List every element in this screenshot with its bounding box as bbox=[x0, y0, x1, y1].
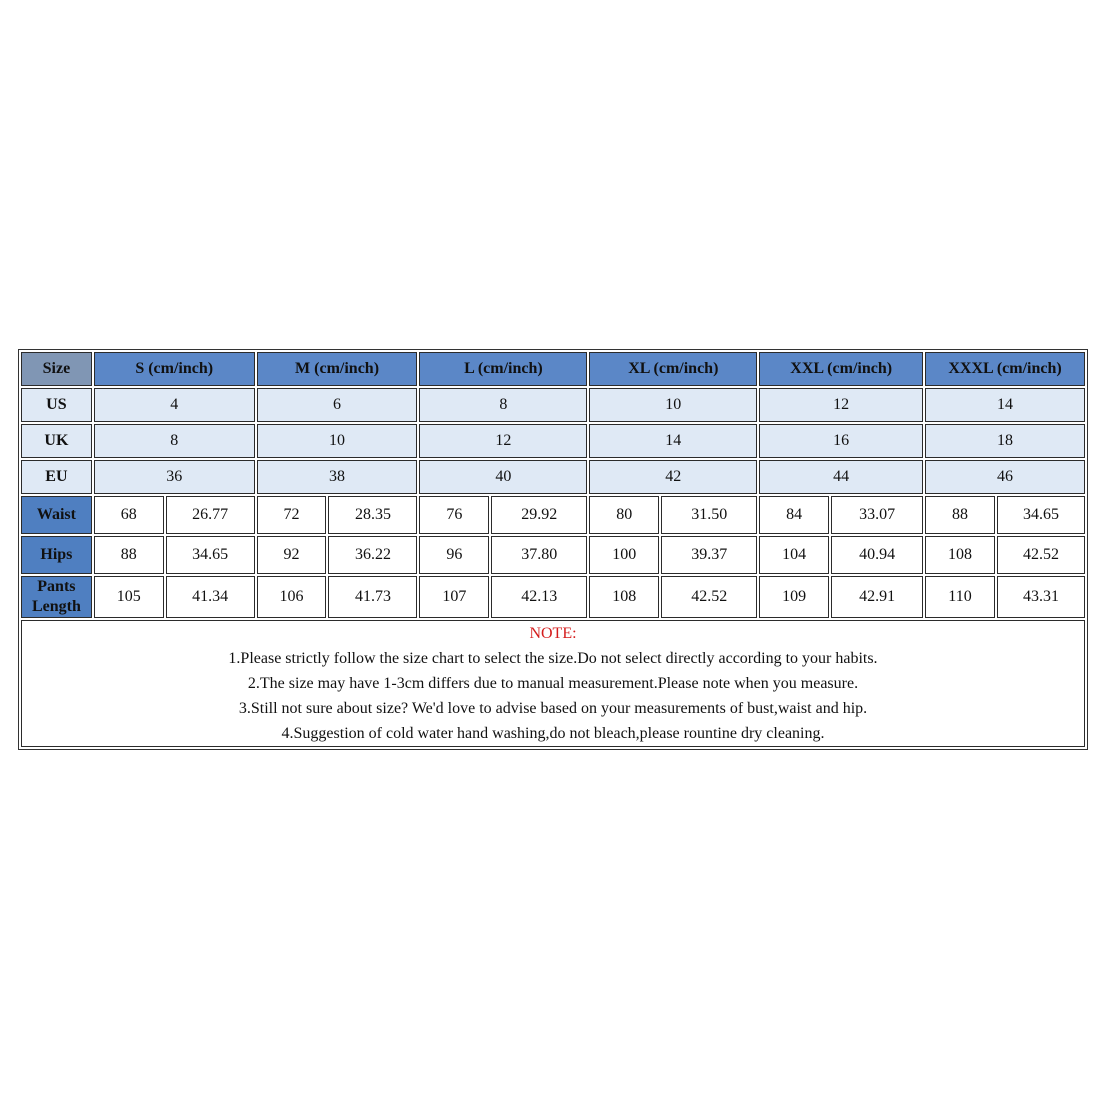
measurement-inch-xxl: 40.94 bbox=[831, 536, 923, 574]
measurement-inch-xl: 42.52 bbox=[661, 576, 757, 618]
size-header-m: M (cm/inch) bbox=[257, 352, 418, 386]
measurement-cm-xl: 108 bbox=[589, 576, 659, 618]
size-header-l: L (cm/inch) bbox=[419, 352, 587, 386]
measurement-inch-xxl: 42.91 bbox=[831, 576, 923, 618]
measurement-cm-xxl: 84 bbox=[759, 496, 829, 534]
table-row bbox=[21, 460, 1085, 494]
measurement-label: Hips bbox=[21, 536, 92, 574]
region-label: EU bbox=[21, 460, 92, 494]
measurement-cm-l: 76 bbox=[419, 496, 489, 534]
table-row bbox=[21, 388, 1085, 422]
region-value-s: 8 bbox=[94, 424, 255, 458]
measurement-inch-xxxl: 43.31 bbox=[997, 576, 1085, 618]
region-value-s: 4 bbox=[94, 388, 255, 422]
notes-row bbox=[21, 620, 1085, 747]
region-value-l: 12 bbox=[419, 424, 587, 458]
measurement-inch-xl: 39.37 bbox=[661, 536, 757, 574]
notes-cell bbox=[21, 620, 1085, 747]
note-line-2: 2.The size may have 1-3cm differs due to manual measurement.Please note when you measure. bbox=[247, 675, 859, 692]
note-line-1: 1.Please strictly follow the size chart to select the size.Do not select directly according to your habits. bbox=[228, 650, 878, 667]
size-header-s: S (cm/inch) bbox=[94, 352, 255, 386]
region-value-m: 10 bbox=[257, 424, 418, 458]
measurement-label: Pants Length bbox=[21, 576, 92, 618]
measurement-cm-xxxl: 110 bbox=[925, 576, 995, 618]
region-value-xxxl: 46 bbox=[925, 460, 1085, 494]
measurement-inch-xl: 31.50 bbox=[661, 496, 757, 534]
size-corner-label: Size bbox=[21, 352, 92, 386]
region-value-xxxl: 18 bbox=[925, 424, 1085, 458]
measurement-inch-xxl: 33.07 bbox=[831, 496, 923, 534]
measurement-inch-m: 41.73 bbox=[328, 576, 417, 618]
table-row bbox=[21, 536, 1085, 574]
measurement-inch-s: 41.34 bbox=[166, 576, 255, 618]
region-value-xl: 42 bbox=[589, 460, 757, 494]
region-value-s: 36 bbox=[94, 460, 255, 494]
measurement-cm-m: 92 bbox=[257, 536, 327, 574]
note-title: NOTE: bbox=[529, 625, 577, 642]
region-value-l: 8 bbox=[419, 388, 587, 422]
measurement-cm-xl: 80 bbox=[589, 496, 659, 534]
size-header-row bbox=[21, 352, 1085, 386]
measurement-label: Waist bbox=[21, 496, 92, 534]
measurement-cm-xl: 100 bbox=[589, 536, 659, 574]
table-row bbox=[21, 496, 1085, 534]
measurement-cm-m: 72 bbox=[257, 496, 327, 534]
note-line-4: 4.Suggestion of cold water hand washing,do not bleach,please rountine dry cleaning. bbox=[281, 725, 825, 742]
measurement-cm-xxxl: 88 bbox=[925, 496, 995, 534]
measurement-inch-m: 36.22 bbox=[328, 536, 417, 574]
table-row bbox=[21, 424, 1085, 458]
measurement-cm-xxl: 109 bbox=[759, 576, 829, 618]
size-header-xxl: XXL (cm/inch) bbox=[759, 352, 923, 386]
measurement-inch-l: 29.92 bbox=[491, 496, 587, 534]
region-value-xxl: 12 bbox=[759, 388, 923, 422]
region-label: US bbox=[21, 388, 92, 422]
region-value-m: 6 bbox=[257, 388, 418, 422]
measurement-cm-s: 105 bbox=[94, 576, 164, 618]
measurement-inch-l: 42.13 bbox=[491, 576, 587, 618]
measurement-inch-l: 37.80 bbox=[491, 536, 587, 574]
measurement-cm-xxl: 104 bbox=[759, 536, 829, 574]
size-chart-table bbox=[18, 349, 1088, 750]
region-value-xl: 14 bbox=[589, 424, 757, 458]
region-value-m: 38 bbox=[257, 460, 418, 494]
region-value-xxl: 44 bbox=[759, 460, 923, 494]
measurement-inch-xxxl: 34.65 bbox=[997, 496, 1085, 534]
size-header-xxxl: XXXL (cm/inch) bbox=[925, 352, 1085, 386]
region-value-l: 40 bbox=[419, 460, 587, 494]
region-value-xxl: 16 bbox=[759, 424, 923, 458]
region-value-xxxl: 14 bbox=[925, 388, 1085, 422]
measurement-inch-xxxl: 42.52 bbox=[997, 536, 1085, 574]
measurement-cm-s: 68 bbox=[94, 496, 164, 534]
notes-section bbox=[21, 620, 1085, 747]
measurement-inch-s: 26.77 bbox=[166, 496, 255, 534]
size-header-xl: XL (cm/inch) bbox=[589, 352, 757, 386]
measurement-cm-m: 106 bbox=[257, 576, 327, 618]
region-value-xl: 10 bbox=[589, 388, 757, 422]
measurement-inch-s: 34.65 bbox=[166, 536, 255, 574]
region-label: UK bbox=[21, 424, 92, 458]
note-line-3: 3.Still not sure about size? We'd love to advise based on your measurements of bust,waist and hip. bbox=[238, 700, 868, 717]
measurement-cm-xxxl: 108 bbox=[925, 536, 995, 574]
measurement-cm-l: 96 bbox=[419, 536, 489, 574]
measurement-cm-s: 88 bbox=[94, 536, 164, 574]
measurement-cm-l: 107 bbox=[419, 576, 489, 618]
measurement-inch-m: 28.35 bbox=[328, 496, 417, 534]
table-row bbox=[21, 576, 1085, 618]
size-chart-body bbox=[21, 352, 1085, 618]
